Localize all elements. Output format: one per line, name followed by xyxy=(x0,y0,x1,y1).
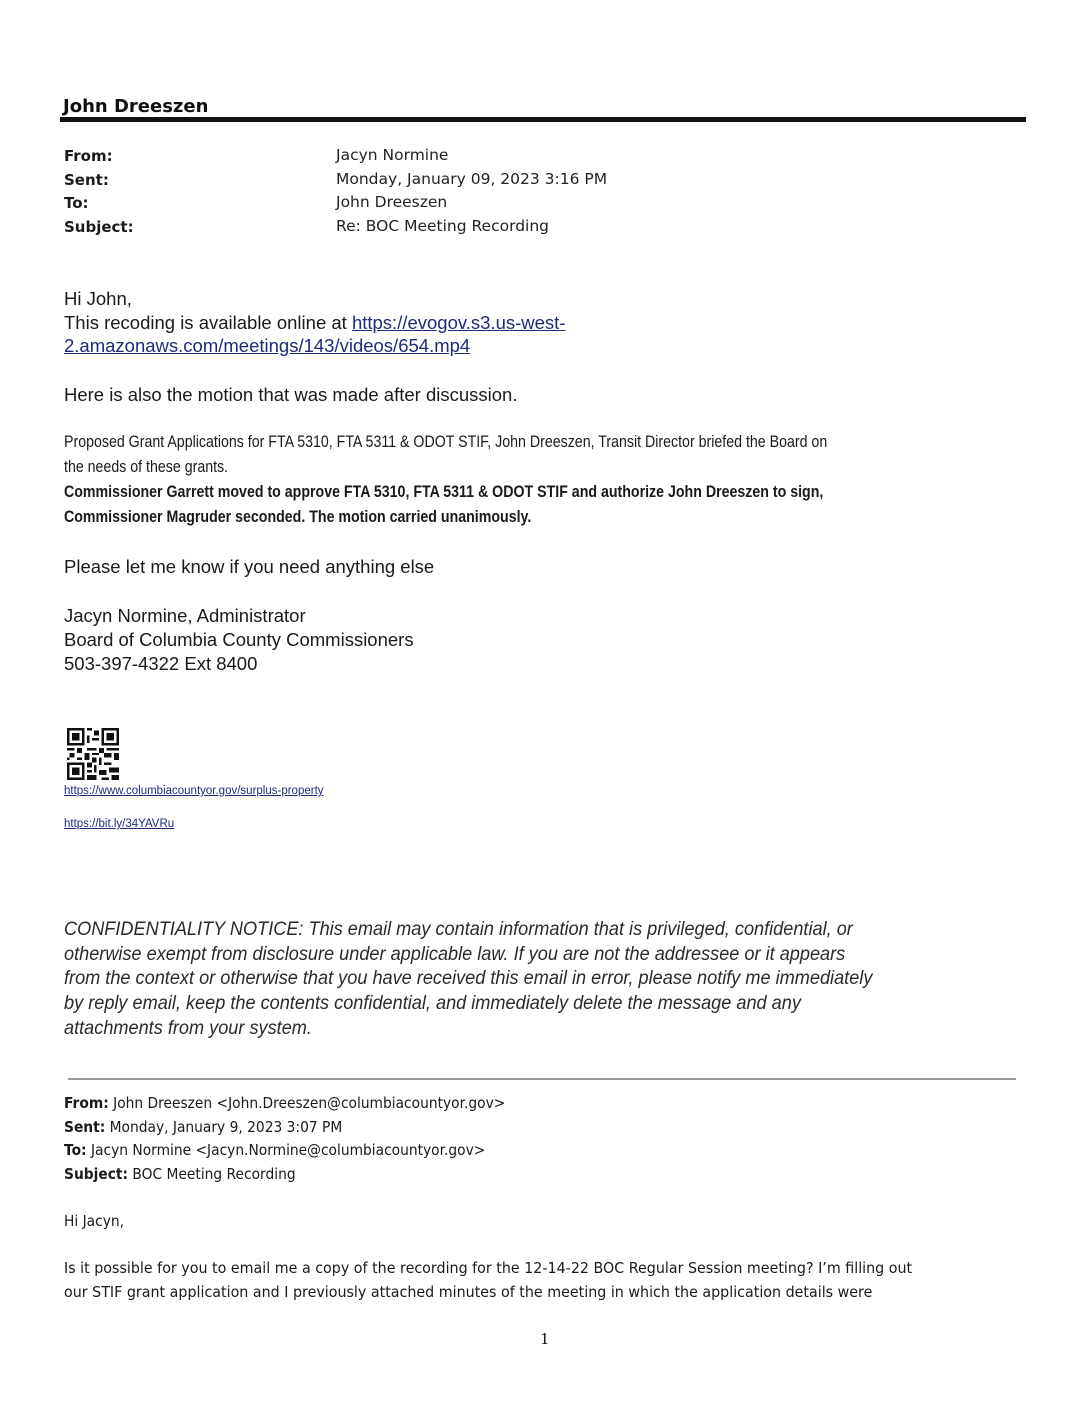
signature-name: Jacyn Normine, Administrator xyxy=(64,605,306,626)
recording-text: This recoding is available online at xyxy=(64,312,352,333)
field-subject-label: Subject: xyxy=(64,218,134,236)
signature-org: Board of Columbia County Commissioners xyxy=(64,629,414,650)
greeting: Hi John, xyxy=(64,288,132,309)
short-link[interactable]: https://bit.ly/34YAVRu xyxy=(64,818,175,830)
page-number: 1 xyxy=(540,1330,550,1348)
original-to-label: To: xyxy=(64,1141,87,1159)
field-from-label: From: xyxy=(64,147,113,165)
field-sent-label: Sent: xyxy=(64,171,109,189)
recording-link-continued[interactable]: 2.amazonaws.com/meetings/143/videos/654.mp4 xyxy=(64,335,471,356)
original-body-line-2: our STIF grant application and I previously attached minutes of the meeting in which the application details were xyxy=(64,1283,873,1301)
original-greeting: Hi Jacyn, xyxy=(64,1212,125,1230)
surplus-property-link[interactable]: https://www.columbiacountyor.gov/surplus-property xyxy=(64,785,324,797)
confidentiality-line: otherwise exempt from disclosure under applicable law. If you are not the addressee or it appears xyxy=(64,943,846,965)
page-header-name: John Dreeszen xyxy=(63,96,209,117)
original-sent-label: Sent: xyxy=(64,1118,106,1136)
header-rule xyxy=(60,117,1026,122)
signature-phone: 503-397-4322 Ext 8400 xyxy=(64,653,258,674)
field-to-value: John Dreeszen xyxy=(336,193,448,211)
field-sent-value: Monday, January 09, 2023 3:16 PM xyxy=(336,170,608,188)
field-subject-value: Re: BOC Meeting Recording xyxy=(336,217,550,235)
field-to-label: To: xyxy=(64,194,89,212)
recording-link[interactable]: https://evogov.s3.us-west- xyxy=(351,312,566,333)
original-sent xyxy=(64,1118,342,1136)
thread-separator xyxy=(68,1078,1016,1080)
motion-line-1: Commissioner Garrett moved to approve FTA 5310, FTA 5311 & ODOT STIF and authorize John Dreeszen to sign, xyxy=(64,483,824,501)
motion-intro: Here is also the motion that was made after discussion. xyxy=(64,384,518,405)
confidentiality-line: by reply email, keep the contents confidential, and immediately delete the message and any xyxy=(64,992,801,1014)
original-from xyxy=(64,1094,505,1112)
confidentiality-line: from the context or otherwise that you have received this email in error, please notify me immediately xyxy=(64,967,873,989)
confidentiality-line: CONFIDENTIALITY NOTICE: This email may contain information that is privileged, confidential, or xyxy=(64,918,853,940)
original-to xyxy=(64,1141,485,1159)
original-to-value: Jacyn Normine <Jacyn.Normine@columbiacountyor.gov> xyxy=(86,1141,486,1159)
motion-line-2: Commissioner Magruder seconded. The motion carried unanimously. xyxy=(64,508,532,526)
original-body-line-1: Is it possible for you to email me a copy of the recording for the 12-14-22 BOC Regular Session meeting? I’m filling out xyxy=(64,1259,913,1277)
qr-code-icon[interactable] xyxy=(66,728,120,780)
original-subject xyxy=(64,1165,296,1183)
minutes-line-2: the needs of these grants. xyxy=(64,458,229,476)
minutes-line-1: Proposed Grant Applications for FTA 5310, FTA 5311 & ODOT STIF, John Dreeszen, Transit Director briefed the Board on xyxy=(64,433,828,451)
confidentiality-line: attachments from your system. xyxy=(64,1017,312,1039)
original-subject-label: Subject: xyxy=(64,1165,129,1183)
original-subject-value: BOC Meeting Recording xyxy=(128,1165,296,1183)
closing-line: Please let me know if you need anything else xyxy=(64,556,435,577)
field-from-value: Jacyn Normine xyxy=(336,146,449,164)
original-from-value: John Dreeszen <John.Dreeszen@columbiacountyor.gov> xyxy=(108,1094,506,1112)
original-from-label: From: xyxy=(64,1094,109,1112)
original-sent-value: Monday, January 9, 2023 3:07 PM xyxy=(105,1118,343,1136)
recording-line xyxy=(64,312,565,334)
